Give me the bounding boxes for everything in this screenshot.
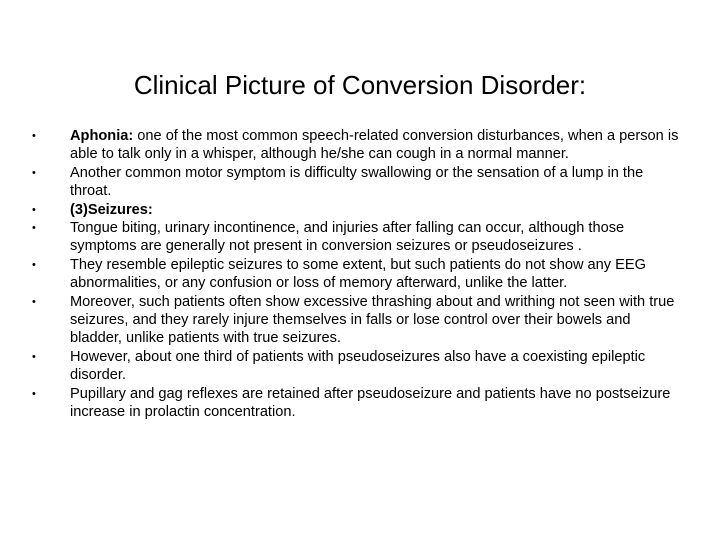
bullet-dot-icon: • <box>32 203 36 216</box>
bullet-dot-icon: • <box>32 166 36 179</box>
bullet-dot-icon: • <box>32 222 36 235</box>
bullet-item <box>26 127 686 164</box>
bullet-text: Pupillary and gag reflexes are retained after pseudoseizure and patients have no postseizure increase in prolactin concentration. <box>70 385 671 421</box>
bullet-item <box>26 348 686 385</box>
bullet-text: Moreover, such patients often show excessive thrashing about and writhing not seen with true seizures, and they rarely injure themselves in falls or lose control over their bowels and bladder, unlike patients with true seizures. <box>70 293 675 347</box>
bullet-item <box>26 164 686 201</box>
bullet-text: Tongue biting, urinary incontinence, and injuries after falling can occur, although those symptoms are generally not present in conversion seizures or pseudoseizures . <box>70 220 625 255</box>
bullet-text: They resemble epileptic seizures to some extent, but such patients do not show any EEG abnormalities, or any confusion or loss of memory afterward, unlike the latter. <box>70 256 646 292</box>
bullet-lead: (3)Seizures: <box>70 201 153 218</box>
bullet-item <box>26 385 686 422</box>
bullet-text: Another common motor symptom is difficulty swallowing or the sensation of a lump in the throat. <box>70 164 644 200</box>
bullet-dot-icon: • <box>32 295 36 308</box>
bullet-item <box>26 219 686 256</box>
bullet-item <box>26 256 686 293</box>
bullet-item <box>26 201 686 219</box>
bullet-dot-icon: • <box>32 350 36 363</box>
bullet-lead: Aphonia: <box>70 128 134 144</box>
bullet-dot-icon: • <box>32 387 36 400</box>
bullet-dot-icon: • <box>32 130 36 142</box>
bullet-item <box>26 293 686 348</box>
bullet-text: one of the most common speech-related conversion disturbances, when a person is able to talk only in a whisper, although he/she can cough in a normal manner. <box>70 128 679 163</box>
bullet-dot-icon: • <box>32 258 36 271</box>
bullet-text: However, about one third of patients with pseudoseizures also have a coexisting epileptic disorder. <box>70 348 646 384</box>
slide-title: Clinical Picture of Conversion Disorder: <box>133 70 587 101</box>
bullet-list <box>26 127 686 422</box>
